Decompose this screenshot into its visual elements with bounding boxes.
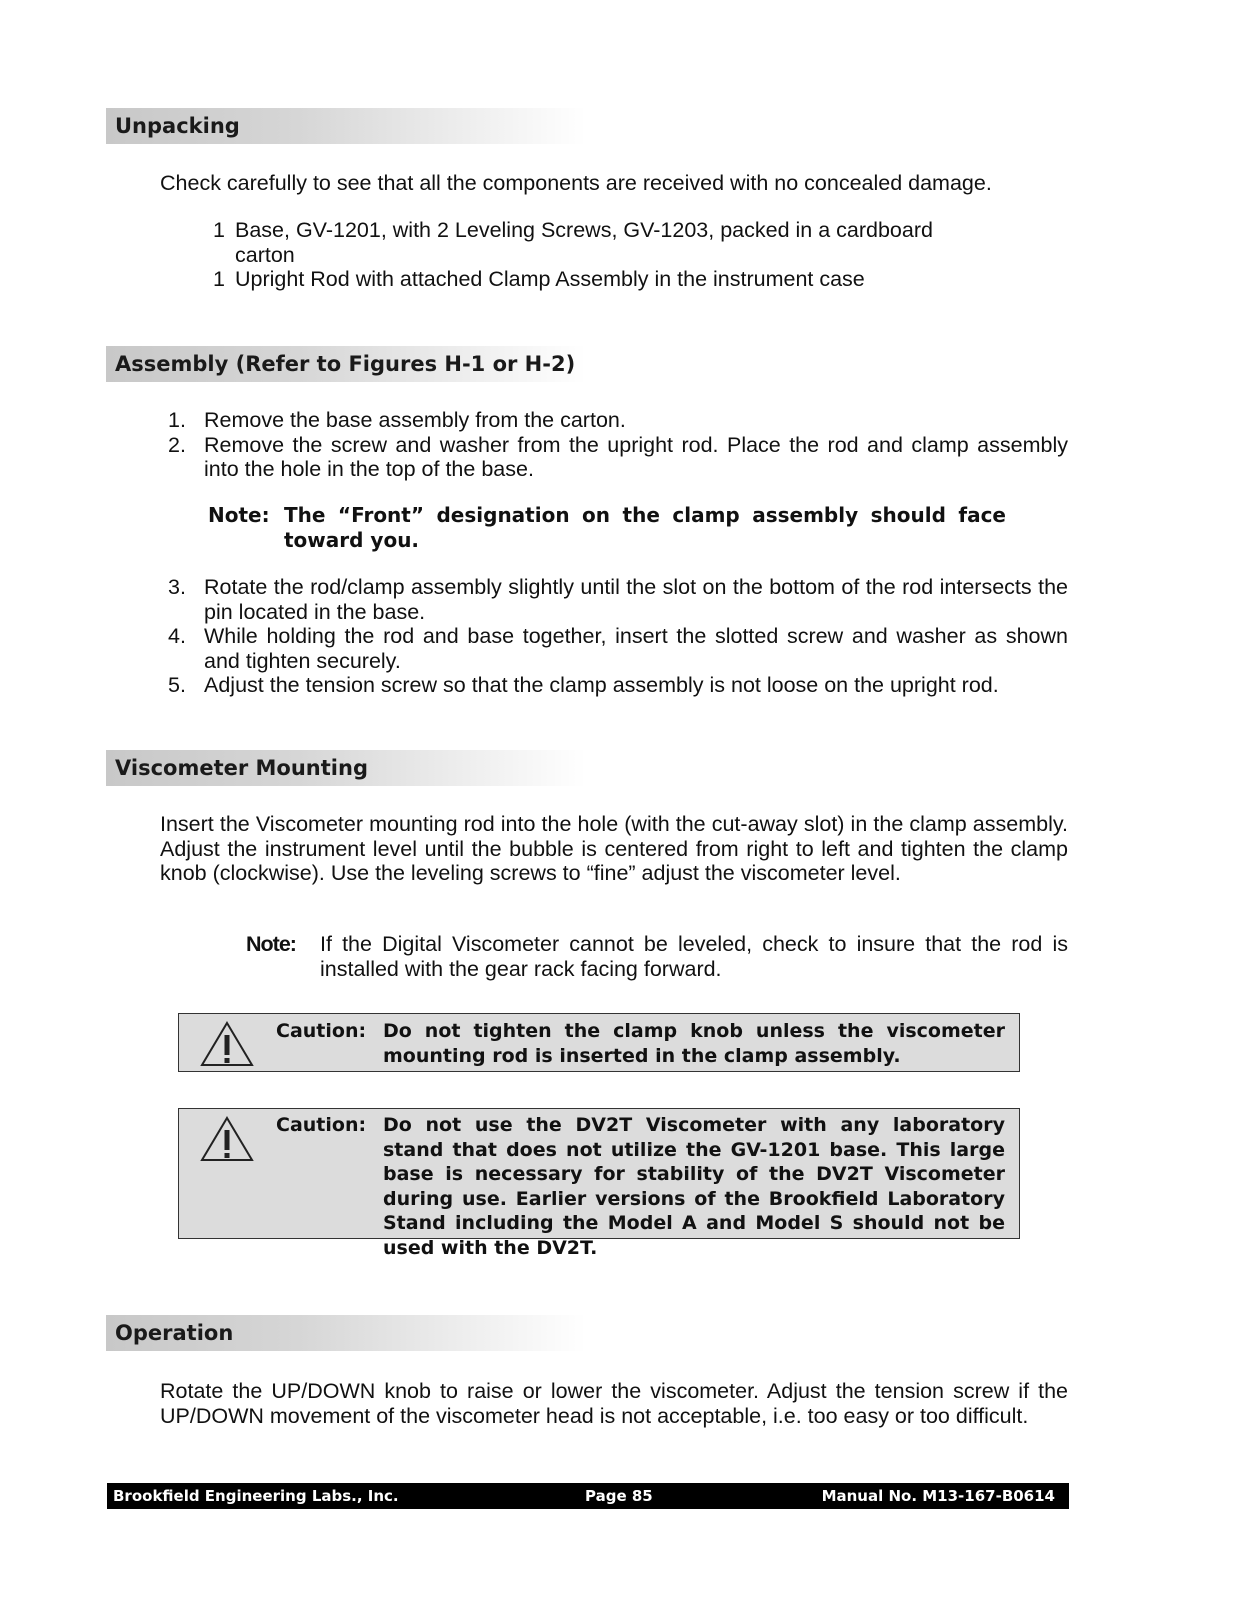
step-text: Adjust the tension screw so that the clamp assembly is not loose on the upright rod.	[204, 673, 999, 697]
caution-label: Caution:	[276, 1114, 367, 1136]
step-text: Remove the screw and washer from the upright rod. Place the rod and clamp assembly into the hole in the top of the base.	[204, 432, 1068, 481]
unpacking-intro: Check carefully to see that all the components are received with no concealed damage.	[160, 171, 992, 195]
list-item	[168, 433, 1068, 482]
section-header-assembly: Assembly (Refer to Figures H-1 or H-2)	[106, 346, 586, 382]
section-header-unpacking: Unpacking	[106, 108, 586, 144]
list-item	[168, 575, 1068, 624]
list-item	[168, 673, 1068, 698]
mounting-note-label: Note:	[246, 932, 296, 956]
item-text: Upright Rod with attached Clamp Assembly in the instrument case	[235, 267, 865, 291]
list-item	[168, 408, 1068, 433]
step-number: 2.	[168, 432, 186, 457]
section-header-mounting: Viscometer Mounting	[106, 750, 586, 786]
assembly-steps-a	[168, 408, 1068, 482]
item-quantity: 1	[213, 218, 225, 242]
section-header-operation: Operation	[106, 1315, 586, 1351]
step-number: 5.	[168, 673, 186, 697]
warning-triangle-icon	[199, 1020, 255, 1068]
step-text: Remove the base assembly from the carton.	[204, 408, 626, 432]
step-number: 4.	[168, 624, 186, 648]
step-number: 1.	[168, 408, 186, 432]
step-text: While holding the rod and base together, insert the slotted screw and washer as shown and tighten securely.	[204, 624, 1068, 673]
assembly-note-text: The “Front” designation on the clamp assembly should face toward you.	[284, 503, 1006, 552]
list-item	[213, 218, 993, 267]
item-quantity: 1	[213, 267, 225, 291]
page-footer	[107, 1483, 1069, 1509]
footer-page-number: Page 85	[585, 1487, 653, 1505]
operation-text: Rotate the UP/DOWN knob to raise or lower the viscometer. Adjust the tension screw if the UP/DOWN movement of the viscometer head is not acceptable, i.e. too easy or too difficult.	[160, 1379, 1068, 1428]
footer-company: Brookfield Engineering Labs., Inc.	[113, 1487, 399, 1505]
warning-triangle-icon	[199, 1115, 255, 1163]
footer-manual-number: Manual No. M13-167-B0614	[821, 1487, 1055, 1505]
caution-text: Do not use the DV2T Viscometer with any laboratory stand that does not utilize the GV-1201 base. This large base is necessary for stability of the DV2T Viscometer during use. Earlier versions of the Brookfield Laboratory Stand including the Model A and Model S should not be used with the DV2T.	[383, 1114, 1005, 1259]
list-item	[168, 624, 1068, 673]
mounting-note-text: If the Digital Viscometer cannot be leveled, check to insure that the rod is installed with the gear rack facing forward.	[320, 932, 1068, 981]
mounting-intro: Insert the Viscometer mounting rod into the hole (with the cut-away slot) in the clamp assembly. Adjust the instrument level until the bubble is centered from right to left and tighten the clamp knob (clockwise). Use the leveling screws to “fine” adjust the viscometer level.	[160, 812, 1068, 885]
caution-box-base	[178, 1108, 1020, 1259]
unpacking-list	[213, 218, 993, 292]
assembly-note-label: Note:	[208, 503, 270, 527]
assembly-steps-b	[168, 575, 1068, 698]
item-text: Base, GV-1201, with 2 Leveling Screws, GV-1203, packed in a cardboard carton	[235, 218, 933, 267]
caution-box-clamp	[178, 1013, 1020, 1072]
list-item	[213, 267, 993, 292]
caution-label: Caution:	[276, 1020, 367, 1042]
step-number: 3.	[168, 575, 186, 599]
caution-text: Do not tighten the clamp knob unless the viscometer mounting rod is inserted in the clamp assembly.	[383, 1020, 1005, 1067]
step-text: Rotate the rod/clamp assembly slightly until the slot on the bottom of the rod intersects the pin located in the base.	[204, 575, 1068, 624]
